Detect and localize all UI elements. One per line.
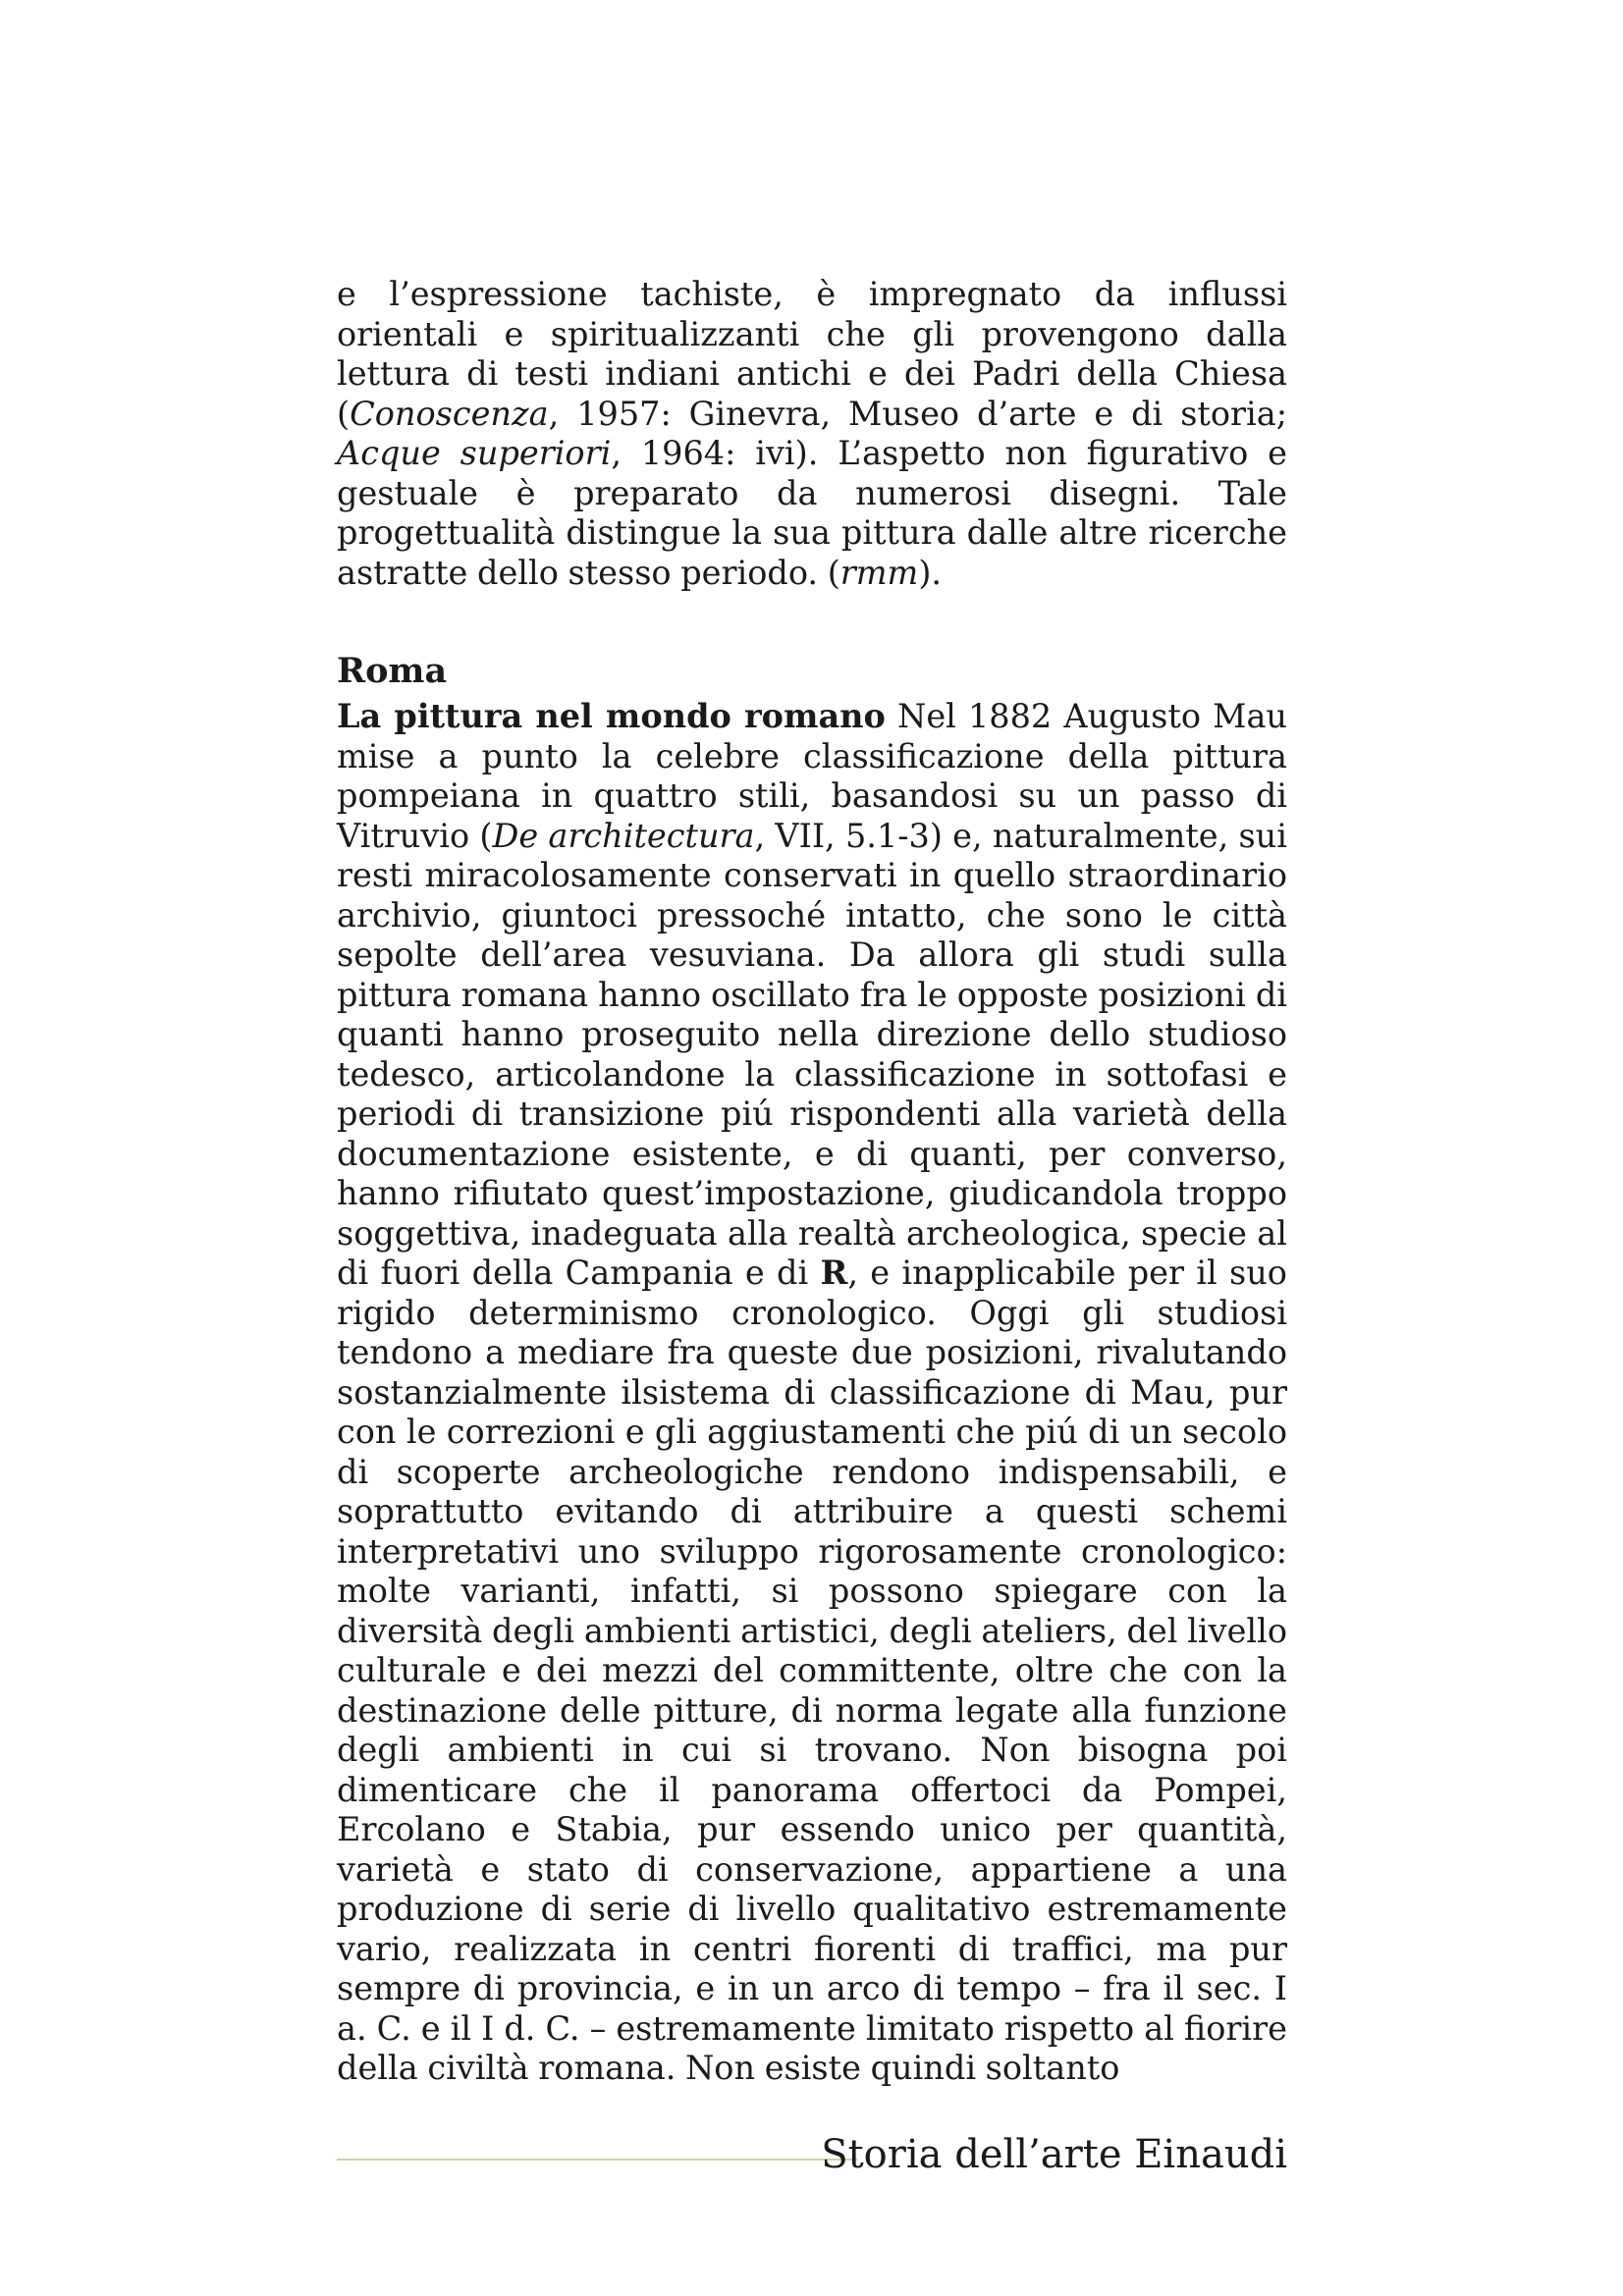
text-segment: , 1964: ivi). L’aspetto non figurativo e gestuale è preparato da numerosi disegni. Tale progettualità distingue la sua pittura dalle altre ricerche astratte dello stesso periodo. ( <box>337 434 1287 592</box>
paragraph-roma <box>337 697 1287 2089</box>
footer-title: Storia dell’arte Einaudi <box>821 2132 1287 2177</box>
paragraph-continuation <box>337 275 1287 593</box>
text-segment: Conoscenza <box>350 394 549 433</box>
text-segment: Nel 1882 Augusto Mau mise a punto la celebre classificazione della pittura pompeiana in quattro stili, basandosi su un passo di Vitruvio ( <box>337 697 1287 855</box>
text-segment: , 1957: Ginevra, Museo d’arte e di storia; <box>548 394 1287 433</box>
text-segment: , VII, 5.1-3) e, naturalmente, sui resti miracolosamente conservati in quello straordinario archivio, giuntoci pressoché intatto, che sono le città sepolte dell’area vesuviana. Da allora gli studi sulla pittura romana hanno oscillato fra le opposte posizioni di quanti hanno proseguito nella direzione dello studioso tedesco, articolandone la classificazione in sottofasi e periodi di transizione piú rispondenti alla varietà della documentazione esistente, e di quanti, per converso, hanno rifiutato quest’impostazione, giudicandola troppo soggettiva, inadeguata alla realtà archeologica, specie al di fuori della Campania e di <box>337 816 1287 1292</box>
entry-heading: Roma <box>337 651 448 691</box>
text-segment: La pittura nel mondo romano <box>337 697 886 735</box>
text-segment: De architectura <box>492 816 755 855</box>
page-footer <box>337 2125 1287 2184</box>
text-segment: Acque superiori <box>337 434 612 472</box>
text-segment: R <box>820 1254 848 1292</box>
text-segment: e l’espressione tachiste, è impregnato da influssi orientali e spiritualizzanti che gli provengono dalla lettura di testi indiani antichi e dei Padri della Chiesa ( <box>337 275 1287 433</box>
text-segment: ). <box>918 553 943 592</box>
text-column <box>337 275 1287 2089</box>
footer-rule <box>337 2159 857 2161</box>
text-segment: rmm <box>839 553 919 592</box>
text-segment: , e inapplicabile per il suo rigido determinismo cronologico. Oggi gli studiosi tendono a mediare fra queste due posizioni, rivalutando sostanzialmente ilsistema di classificazione di Mau, pur con le correzioni e gli aggiustamenti che piú di un secolo di scoperte archeologiche rendono indispensabili, e soprattutto evitando di attribuire a questi schemi interpretativi uno sviluppo rigorosamente cronologico: molte varianti, infatti, si possono spiegare con la diversità degli ambienti artistici, degli ateliers, del livello culturale e dei mezzi del committente, oltre che con la destinazione delle pitture, di norma legate alla funzione degli ambienti in cui si trovano. Non bisogna poi dimenticare che il panorama offertoci da Pompei, Ercolano e Stabia, pur essendo unico per quantità, varietà e stato di conservazione, appartiene a una produzione di serie di livello qualitativo estremamente vario, realizzata in centri fiorenti di traffici, ma pur sempre di provincia, e in un arco di tempo – fra il sec. I a. C. e il I d. C. – estremamente limitato rispetto al fiorire della civiltà romana. Non esiste quindi soltanto <box>337 1254 1287 2087</box>
